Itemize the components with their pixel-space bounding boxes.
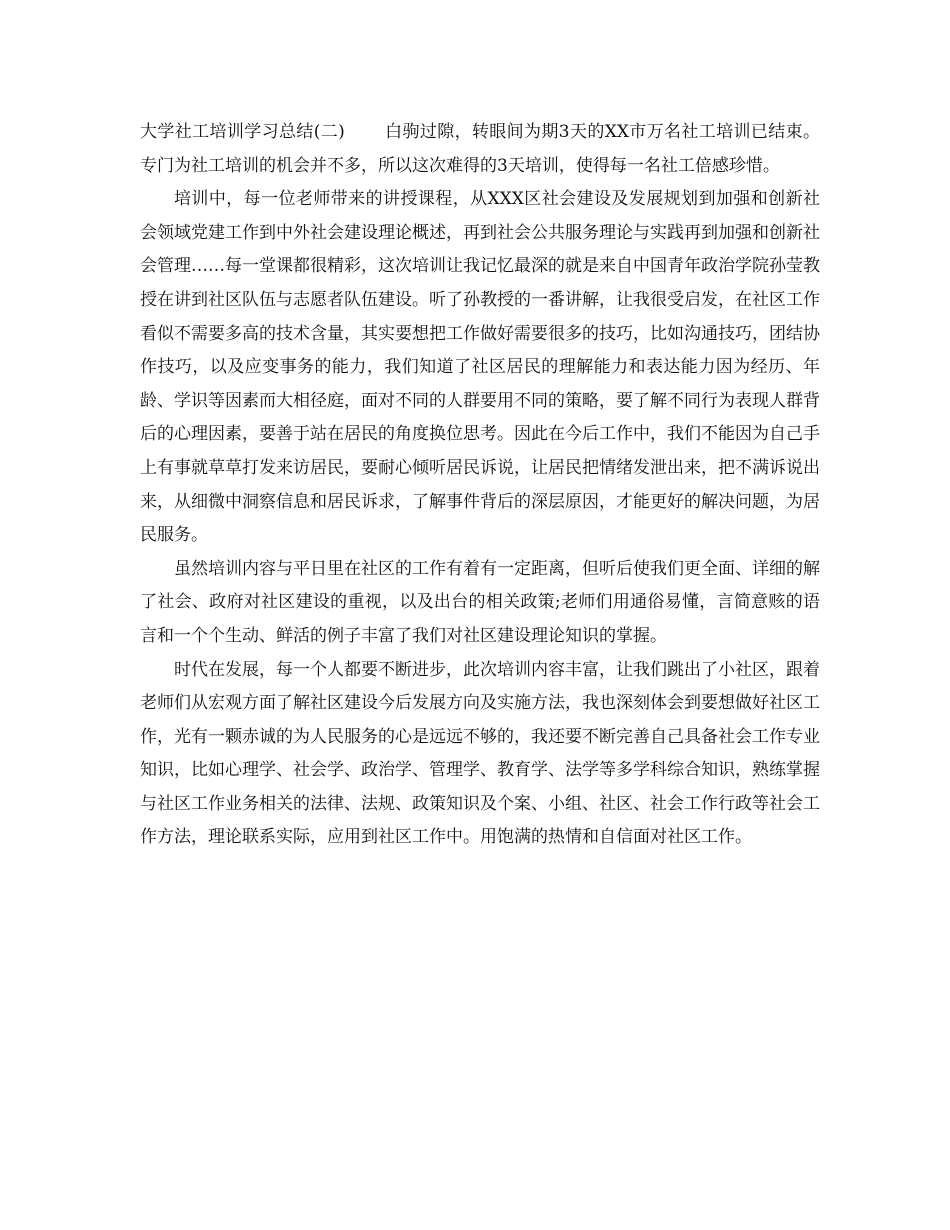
document-title: 大学社工培训学习总结(二) bbox=[140, 122, 345, 142]
paragraph-4: 时代在发展，每一个人都要不断进步，此次培训内容丰富，让我们跳出了小社区，跟着老师们从宏观方面了解社区建设今后发展方向及实施方法，我也深刻体会到要想做好社区工作，光有一颗赤诚的为人民服务的心是远远不够的，我还要不断完善自己具备社会工作专业知识，比如心理学、社会学、政治学、管理学、教育学、法学等多学科综合知识，熟练掌握与社区工作业务相关的法律、法规、政策知识及个案、小组、社区、社会工作行政等社会工作方法，理论联系实际，应用到社区工作中。用饱满的热情和自信面对社区工作。 bbox=[140, 659, 820, 848]
paragraph-3: 虽然培训内容与平日里在社区的工作有着有一定距离，但听后使我们更全面、详细的解了社会、政府对社区建设的重视，以及出台的相关政策;老师们用通俗易懂，言简意赅的语言和一个个生动、鲜活的例子丰富了我们对社区建设理论知识的掌握。 bbox=[140, 558, 820, 646]
paragraph-2: 培训中，每一位老师带来的讲授课程，从XXX区社会建设及发展规划到加强和创新社会领域党建工作到中外社会建设理论概述，再到社会公共服务理论与实践再到加强和创新社会管理……每一堂课都很精彩，这次培训让我记忆最深的就是来自中国青年政治学院孙莹教授在讲到社区队伍与志愿者队伍建设。听了孙教授的一番讲解，让我很受启发，在社区工作看似不需要多高的技术含量，其实要想把工作做好需要很多的技巧，比如沟通技巧，团结协作技巧，以及应变事务的能力，我们知道了社区居民的理解能力和表达能力因为经历、年龄、学识等因素而大相径庭，面对不同的人群要用不同的策略，要了解不同行为表现人群背后的心理因素，要善于站在居民的角度换位思考。因此在今后工作中，我们不能因为自己手上有事就草草打发来访居民，要耐心倾听居民诉说，让居民把情绪发泄出来，把不满诉说出来，从细微中洞察信息和居民诉求，了解事件背后的深层原因，才能更好的解决问题，为居民服务。 bbox=[140, 189, 820, 546]
paragraph-intro bbox=[140, 116, 820, 183]
document-body bbox=[140, 116, 820, 855]
paragraph-1-text: 白驹过隙，转眼间为期3天的XX市万名社工培训已结束。专门为社工培训的机会并不多，所以这次难得的3天培训，使得每一名社工倍感珍惜。 bbox=[140, 122, 820, 176]
